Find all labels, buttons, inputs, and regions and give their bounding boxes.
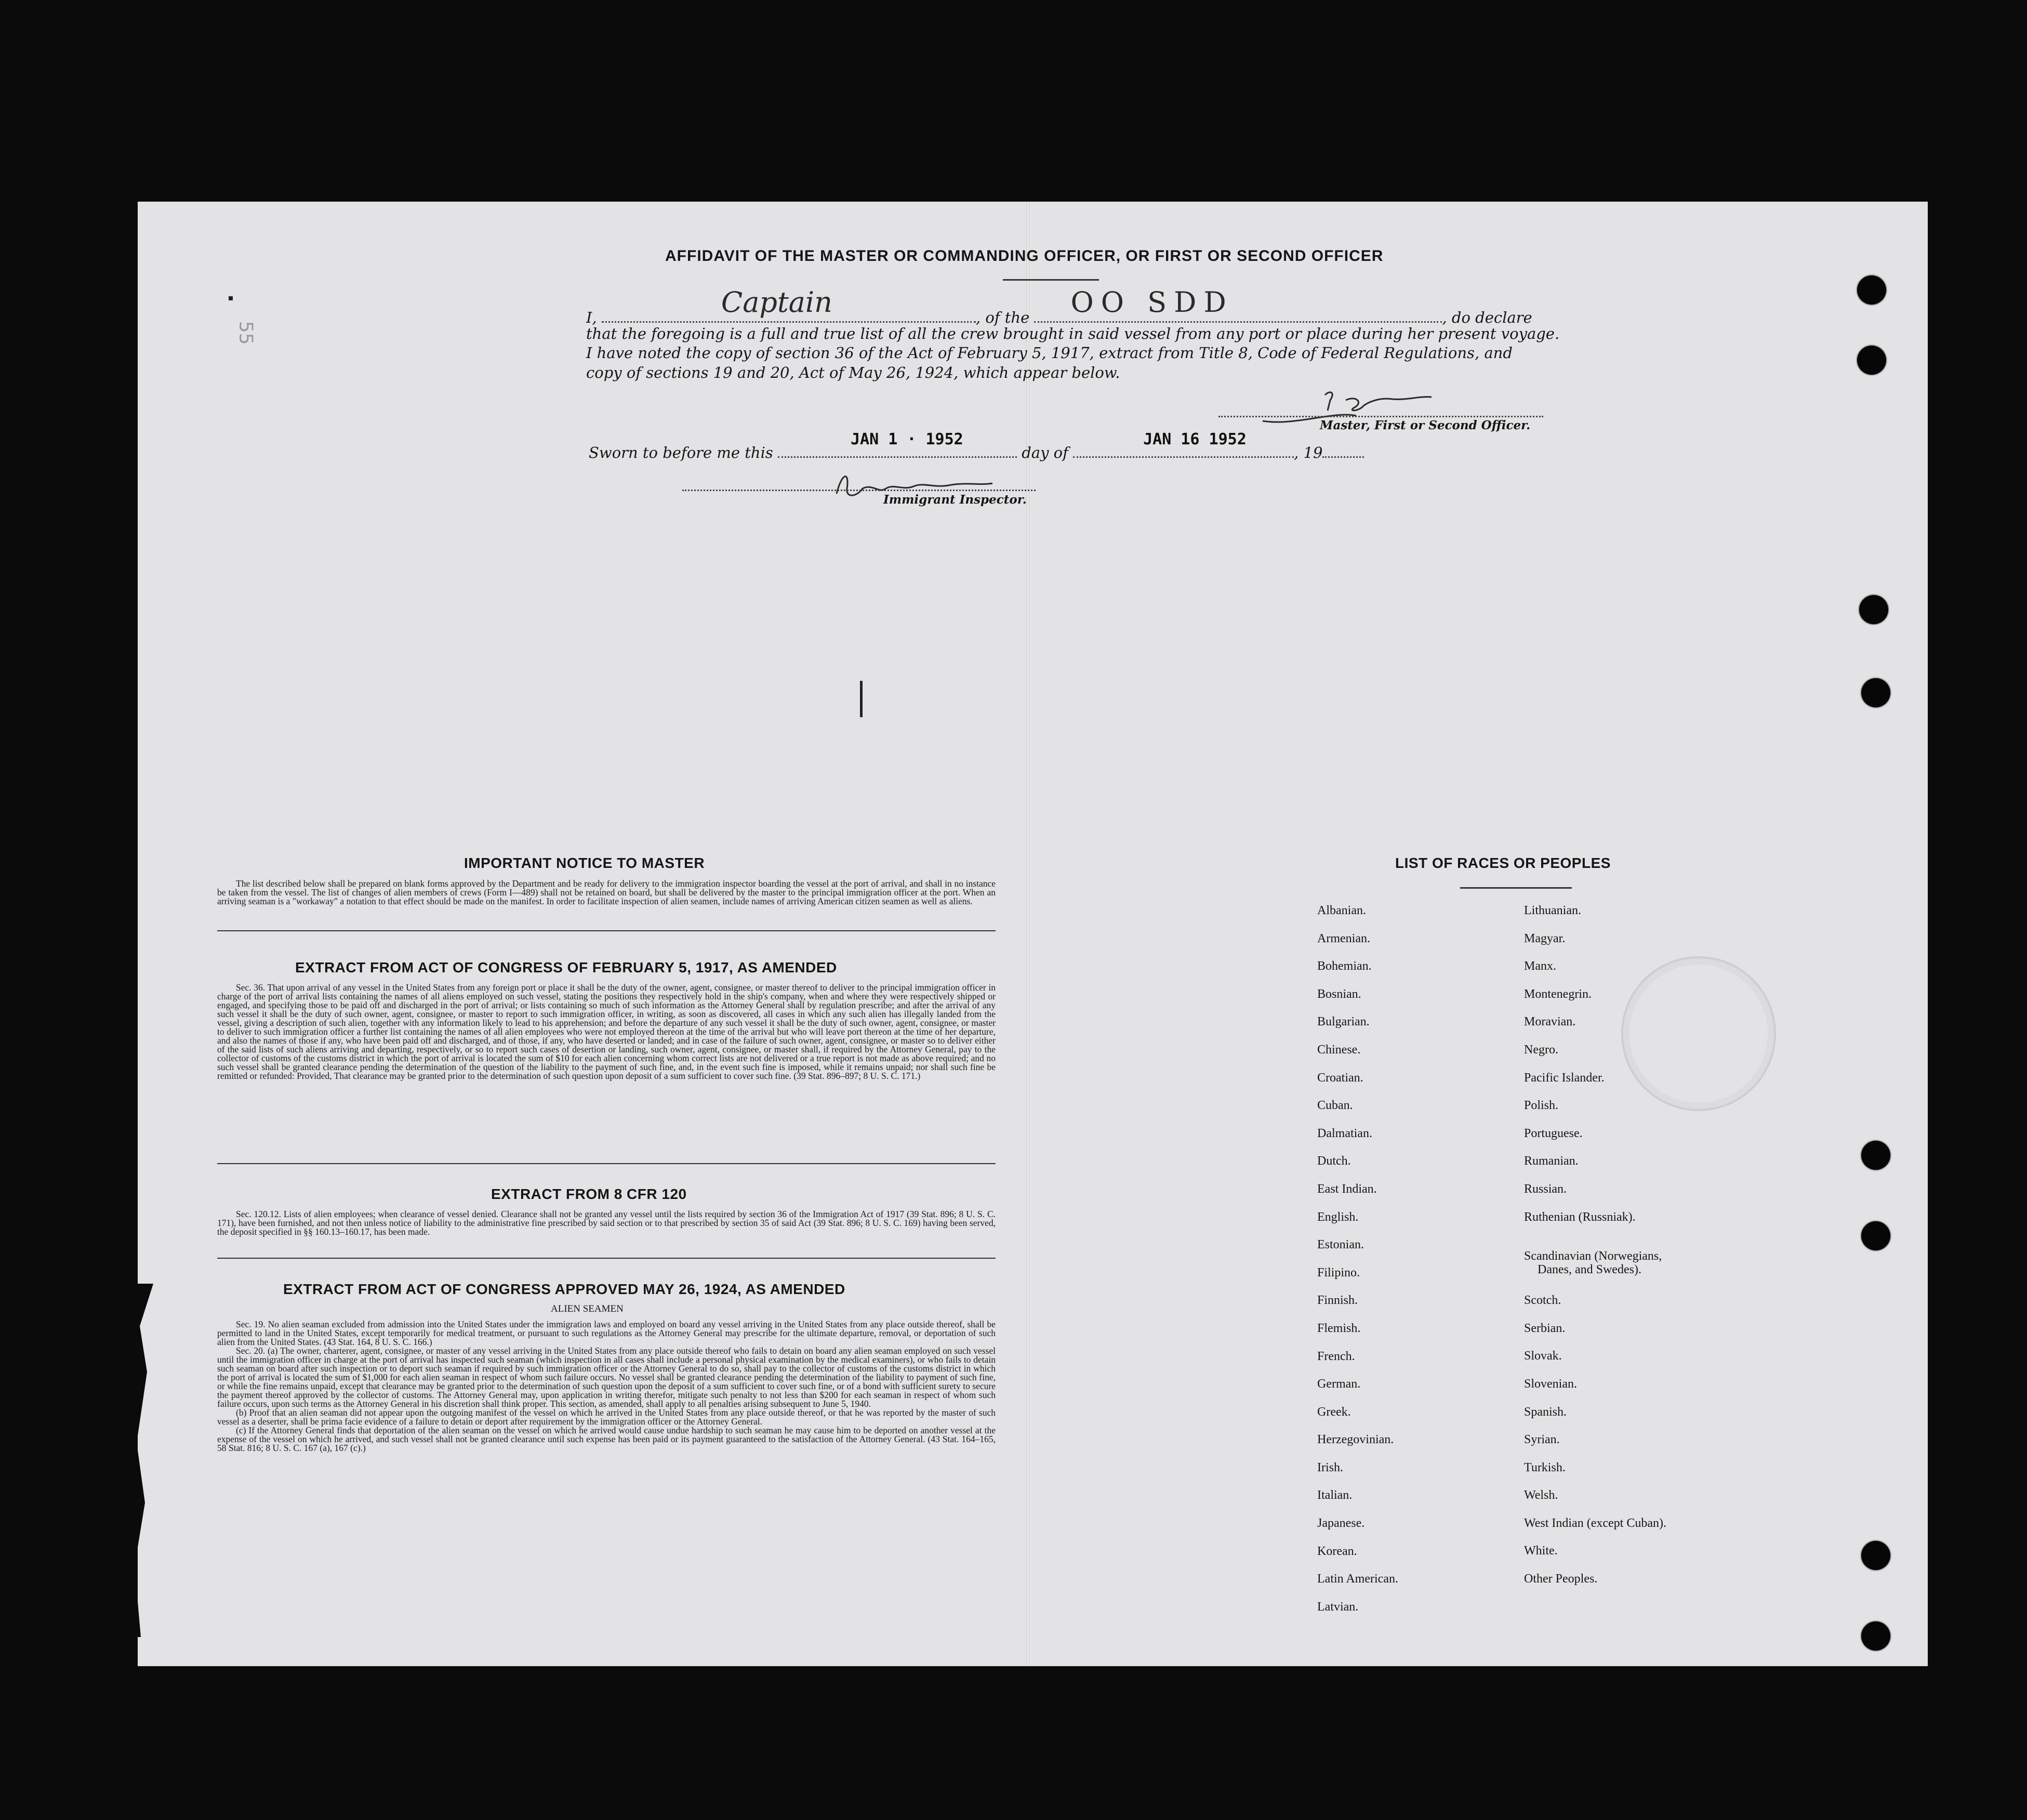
extract-1924-paragraph: Sec. 19. No alien seaman excluded from admission into the United States under the immigration laws and employed on board any vessel arriving in the United States from any place outside thereof, shall be permitted to land in the United States, except temporarily for medical treatment, or pursuant to such regulations as the Attorney General may prescribe for the ultimate departure, removal, or deportation of such alien from the United States. (43 Stat. 164, 8 U. S. C. 166.) <box>217 1319 996 1347</box>
race-item: Irish. <box>1317 1460 1343 1474</box>
race-item: Chinese. <box>1317 1043 1361 1057</box>
race-item: Albanian. <box>1317 904 1366 917</box>
races-title: LIST OF RACES OR PEOPLES <box>1395 855 1611 871</box>
race-item: Dutch. <box>1317 1154 1351 1168</box>
race-item: Bohemian. <box>1317 959 1372 973</box>
extract-1924-text <box>217 1320 996 1453</box>
ink-speck <box>860 681 863 717</box>
race-item: Latvian. <box>1317 1600 1359 1614</box>
sworn-month-field <box>1073 430 1294 458</box>
name-field <box>602 286 976 323</box>
handwritten-name: Captain <box>721 286 832 319</box>
extract-1924-title: EXTRACT FROM ACT OF CONGRESS APPROVED MAY 26, 1924, AS AMENDED <box>283 1281 845 1297</box>
year-label: , 19 <box>1294 444 1323 461</box>
race-item: White. <box>1524 1544 1558 1558</box>
declare-label: , do declare <box>1442 309 1532 326</box>
master-caption: Master, First or Second Officer. <box>1320 418 1531 432</box>
race-item: East Indian. <box>1317 1182 1377 1196</box>
extract-cfr-paragraph: Sec. 120.12. Lists of alien employees; when clearance of vessel denied. Clearance shall not be granted any vessel until the lists required by section 36 of the Immigration Act of 1917 (39 Stat. 896; 8 U. S. C. 171), have been furnished, and not then unless notice of liability to the administrative fine prescribed by said section or to that prescribed by section 35 of said Act (39 Stat. 896; 8 U. S. C. 169) having been served, the deposit specified in §§ 160.13–160.17, has been made. <box>217 1209 996 1237</box>
extract-cfr-text <box>217 1210 996 1236</box>
race-item: Magyar. <box>1524 931 1566 945</box>
binding-hole-icon <box>1861 1141 1890 1170</box>
race-item: Montenegrin. <box>1524 987 1592 1001</box>
extract-1924-paragraph: (c) If the Attorney General finds that deportation of the alien seaman on the vessel on which he arrived would cause undue hardship to such seaman he may cause him to be deported on another vessel at the expense of the vessel on which he arrived, and such vessel shall not be granted clearance until such expense has been paid or its payment guaranteed to the satisfaction of the Attorney General. (43 Stat. 164–165, 58 Stat. 816; 8 U. S. C. 167 (a), 167 (c).) <box>217 1425 996 1453</box>
handwritten-vessel: OO SDD <box>1070 286 1234 319</box>
date-stamp-day: JAN 1 · 1952 <box>851 430 963 449</box>
race-item: Scotch. <box>1524 1294 1561 1308</box>
sworn-day-field <box>778 430 1017 458</box>
affidavit-line-2: that the foregoing is a full and true list of all the crew brought in said vessel from any port or place during her present voyage. <box>586 325 1560 342</box>
inspector-signature-line <box>682 490 1036 491</box>
race-item: Slovenian. <box>1524 1377 1577 1391</box>
race-item: Pacific Islander. <box>1524 1071 1605 1085</box>
of-the-label: , of the <box>975 309 1030 326</box>
day-of-label: day of <box>1022 444 1068 461</box>
affidavit-line-1 <box>586 286 1532 326</box>
binding-hole-icon <box>1861 678 1890 707</box>
race-item: Latin American. <box>1317 1572 1398 1586</box>
binding-hole-icon <box>1857 275 1886 305</box>
declarant-prefix: I, <box>586 309 597 326</box>
extract-1917-title: EXTRACT FROM ACT OF CONGRESS OF FEBRUARY 5, 1917, AS AMENDED <box>295 959 837 975</box>
race-item: Filipino. <box>1317 1265 1360 1280</box>
section-divider <box>217 1163 996 1164</box>
sworn-prefix: Sworn to before me this <box>589 444 773 461</box>
notice-text <box>217 879 996 906</box>
race-item: Other Peoples. <box>1524 1572 1598 1586</box>
race-item: Negro. <box>1524 1043 1558 1057</box>
binding-hole-icon <box>1861 1621 1890 1651</box>
race-item: Korean. <box>1317 1544 1357 1558</box>
race-item: Rumanian. <box>1524 1154 1579 1168</box>
race-item: Turkish. <box>1524 1460 1566 1474</box>
section-divider <box>217 930 996 931</box>
race-item: French. <box>1317 1349 1355 1363</box>
race-item: Dalmatian. <box>1317 1126 1372 1140</box>
race-item: Polish. <box>1524 1099 1559 1113</box>
vessel-field <box>1034 286 1442 323</box>
race-item: Finnish. <box>1317 1294 1358 1308</box>
inspector-caption: Immigrant Inspector. <box>883 493 1027 507</box>
race-item: Estonian. <box>1317 1238 1364 1252</box>
race-item: Serbian. <box>1524 1321 1566 1335</box>
race-item: Slovak. <box>1524 1349 1562 1363</box>
extract-1924-subtitle: ALIEN SEAMEN <box>551 1303 624 1314</box>
race-item: Portuguese. <box>1524 1126 1583 1140</box>
race-item: Lithuanian. <box>1524 904 1581 917</box>
extract-1924-paragraph: Sec. 20. (a) The owner, charterer, agent, consignee, or master of any vessel arriving in the United States from any place outside thereof who fails to detain on board any alien seaman employed on such vessel until the immigration officer in charge at the port of arrival has inspected such seaman (which inspection in all cases shall include a personal physical examination by the medical examiners), or who fails to detain such seaman on board after such inspection or to deport such seaman if required by such immigration officer or the Attorney General to do so, shall pay to the collector of customs of the customs district in which the port of arrival is located the sum of $1,000 for each alien seaman in respect of whom such failure occurs. No vessel shall be granted clearance pending the determination of the liability to payment of such fine, or while the fine remains unpaid, except that clearance may be granted prior to the determination of such question upon the deposit of a sum sufficient to cover such fine, or of a bond with sufficient surety to secure the payment thereof approved by the collector of customs. The Attorney General may, upon application in writing therefor, mitigate such penalty to not less than $200 for each seaman in respect of whom such failure occurs, upon such terms as the Attorney General in his discretion shall think proper. This section, as amended, shall apply to all penalties arising subsequent to June 5, 1940. <box>217 1346 996 1409</box>
extract-1917-paragraph: Sec. 36. That upon arrival of any vessel in the United States from any foreign port or place it shall be the duty of the owner, agent, consignee, or master thereof to deliver to the principal immigration officer in charge of the port of arrival lists containing the names of all aliens employed on such vessel, stating the positions they respectively hold in the ship's company, when and where they were respectively shipped or engaged, and specifying those to be paid off and discharged in the port of arrival; or lists containing so much of such information as the Attorney General shall by regulation prescribe; and after the arrival of any such vessel it shall be the duty of such owner, agent, consignee, or master to report to such immigration officer, in writing, as soon as discovered, all cases in which any such alien has illegally landed from the vessel, giving a description of such alien, together with any information likely to lead to his apprehension; and before the departure of any such vessel it shall be the duty of such owner, agent, consignee, or master to deliver to such immigration officer a further list containing the names of all alien employees who were not employed thereon at the time of the arrival but who will leave port thereon at the time of her departure, and also the names of those if any, who have been paid off and discharged, and of those, if any, who have deserted or landed; and in case of the failure of such owner, agent, consignee, or master so to deliver either of the said lists of such aliens arriving and departing, respectively, or so to report such cases of desertion or landing, such owner, agent, consignee, or master shall, if required by the Attorney General, pay to the collector of customs of the customs district in which the port of arrival is located the sum of $10 for each alien concerning whom correct lists are not delivered or a true report is not made as above required; and no such vessel shall be granted clearance pending the determination of the question of the liability to the payment of such fine, and, in the event such fine is imposed, while it remains unpaid; nor shall such fine be remitted or refunded: Provided, That clearance may be granted prior to the determination of such question upon deposit of a sum sufficient to cover such fine. (39 Stat. 896–897; 8 U. S. C. 171.) <box>217 982 996 1081</box>
section-divider <box>217 1258 996 1259</box>
binding-hole-icon <box>1857 346 1886 375</box>
title-rule <box>1003 279 1099 281</box>
race-item: Herzegovinian. <box>1317 1433 1394 1447</box>
notice-paragraph: The list described below shall be prepared on blank forms approved by the Department and be ready for delivery to the immigration inspector boarding the vessel at the port of arrival, and shall in no instance be taken from the vessel. The list of changes of alien members of crews (Form I—489) shall not be retained on board, but shall be delivered by the master to the principal immigration officer at the port. When an arriving seaman is a "workaway" a notation to that effect should be made on the manifest. In order to facilitate inspection of alien seamen, include names of arriving American citizen seamen as well as aliens. <box>217 878 996 906</box>
extract-cfr-title: EXTRACT FROM 8 CFR 120 <box>491 1186 687 1202</box>
affidavit-title: AFFIDAVIT OF THE MASTER OR COMMANDING OFFICER, OR FIRST OR SECOND OFFICER <box>665 247 1384 265</box>
race-item: Manx. <box>1524 959 1556 973</box>
races-left-column <box>1317 904 1398 1628</box>
race-item: West Indian (except Cuban). <box>1524 1516 1666 1530</box>
date-stamp-month: JAN 16 1952 <box>1143 430 1247 449</box>
year-field <box>1322 441 1364 458</box>
race-item: Syrian. <box>1524 1433 1560 1447</box>
sworn-line <box>589 430 1364 461</box>
race-item: Japanese. <box>1317 1516 1365 1531</box>
race-item: Welsh. <box>1524 1488 1558 1502</box>
extract-1917-text <box>217 983 996 1080</box>
binding-hole-icon <box>1859 595 1888 624</box>
race-item: Danes, and Swedes). <box>1538 1263 1641 1277</box>
notice-title: IMPORTANT NOTICE TO MASTER <box>464 855 705 871</box>
race-item: Scandinavian (Norwegians, <box>1524 1249 1662 1263</box>
race-item: English. <box>1317 1210 1359 1224</box>
affidavit-line-3: I have noted the copy of section 36 of the Act of February 5, 1917, extract from Title 8, Code of Federal Regulations, and <box>586 344 1513 362</box>
affidavit-line-4: copy of sections 19 and 20, Act of May 26, 1924, which appear below. <box>586 364 1120 381</box>
race-item: Armenian. <box>1317 931 1370 945</box>
race-item: Bulgarian. <box>1317 1015 1370 1029</box>
race-item: Italian. <box>1317 1488 1353 1502</box>
races-title-rule <box>1460 887 1572 889</box>
race-item: Ruthenian (Russniak). <box>1524 1210 1636 1224</box>
race-item: Spanish. <box>1524 1405 1567 1419</box>
race-item: Bosnian. <box>1317 987 1361 1001</box>
race-item: German. <box>1317 1377 1361 1391</box>
race-item: Cuban. <box>1317 1099 1353 1113</box>
race-item: Croatian. <box>1317 1071 1363 1085</box>
margin-mark: 55 <box>235 321 257 345</box>
race-item: Flemish. <box>1317 1321 1361 1335</box>
race-item: Russian. <box>1524 1182 1567 1196</box>
master-signature-line <box>1218 416 1543 417</box>
ink-speck <box>229 296 233 300</box>
center-fold <box>1026 202 1029 1666</box>
extract-1924-paragraph: (b) Proof that an alien seaman did not appear upon the outgoing manifest of the vessel on which he arrived in the United States from any place outside thereof, or that he was reported by the master of such vessel as a deserter, shall be prima facie evidence of a failure to detain or deport after requirement by the immigration officer or the Attorney General. <box>217 1407 996 1427</box>
race-item: Greek. <box>1317 1405 1351 1419</box>
binding-hole-icon <box>1861 1221 1890 1250</box>
embossed-seal-icon <box>1621 956 1776 1111</box>
binding-hole-icon <box>1861 1541 1890 1570</box>
race-item: Moravian. <box>1524 1015 1576 1029</box>
